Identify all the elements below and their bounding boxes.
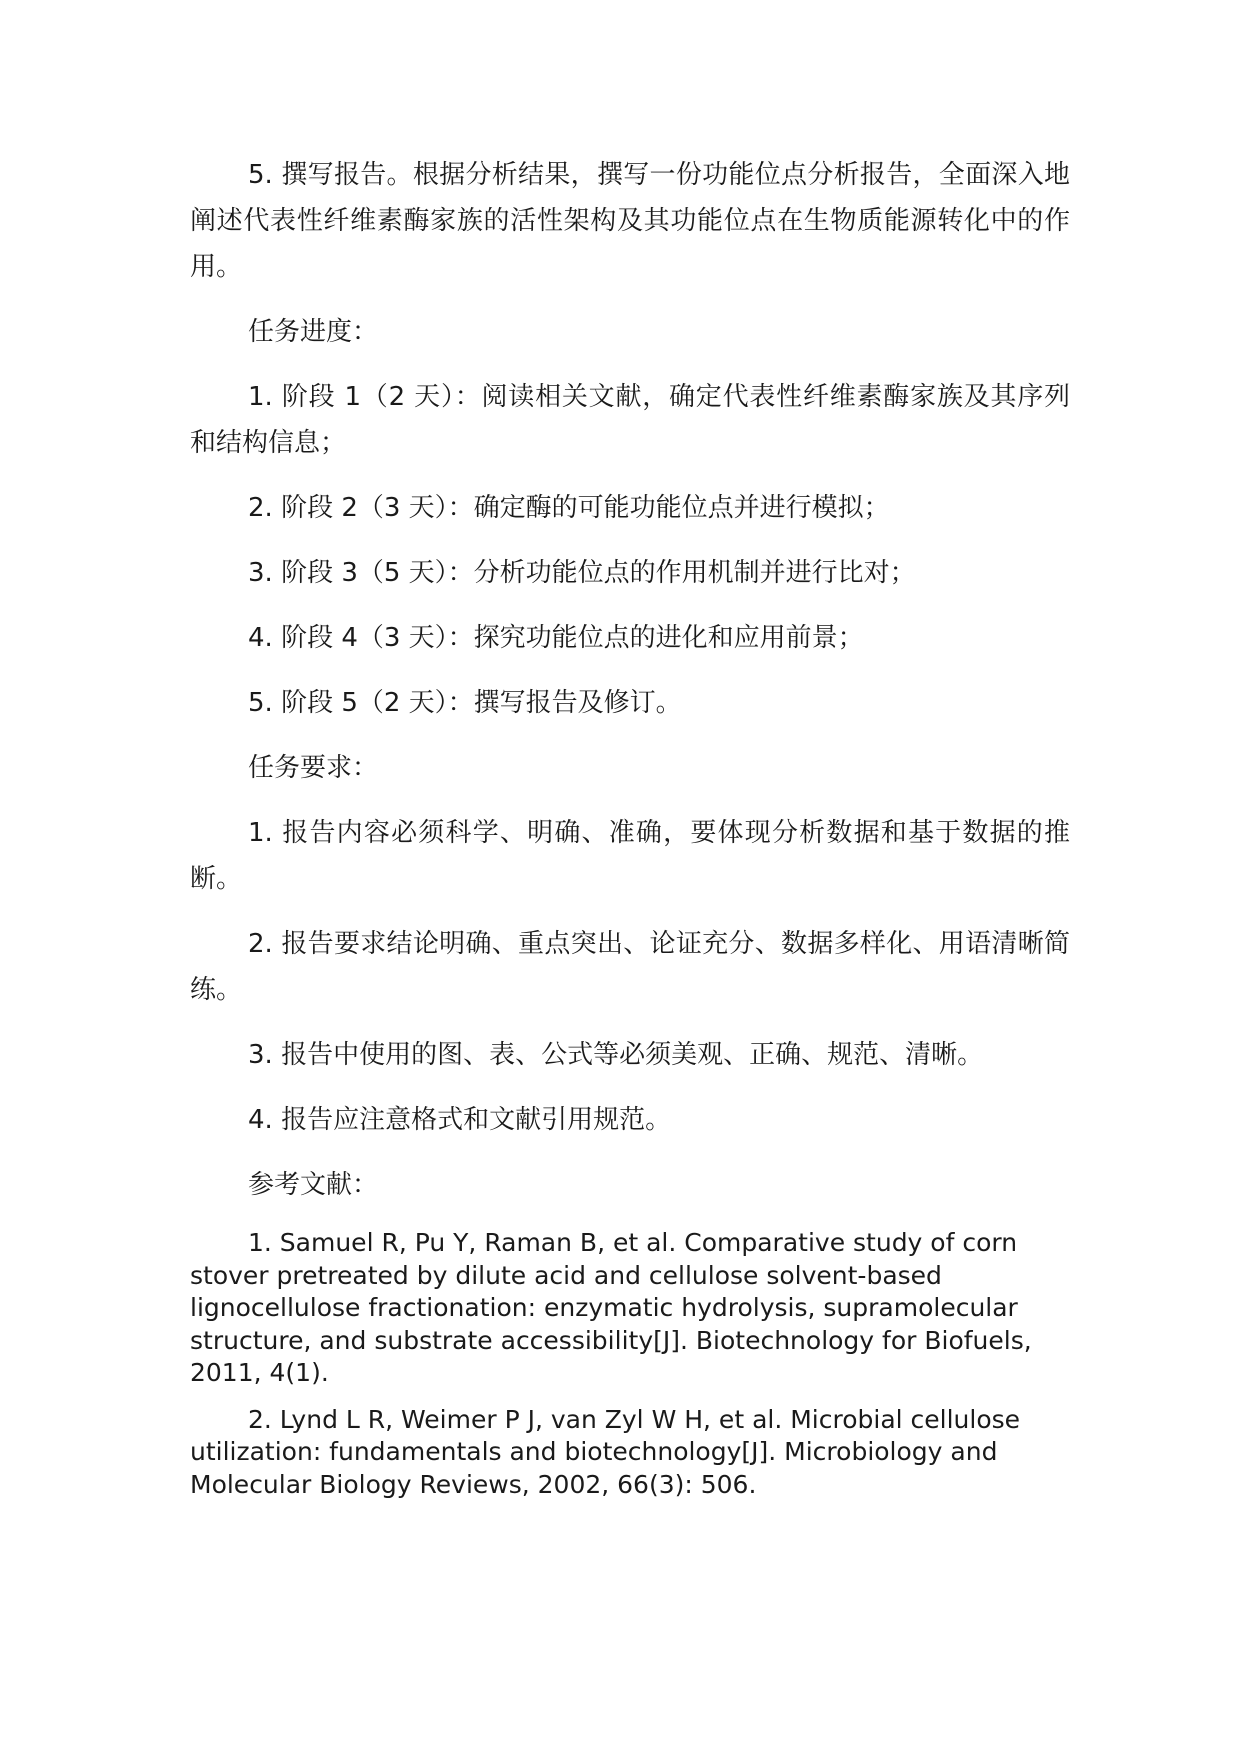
requirement-item-3: 3. 报告中使用的图、表、公式等必须美观、正确、规范、清晰。 <box>248 1040 984 1070</box>
progress-item-2: 2. 阶段 2（3 天）：确定酶的可能功能位点并进行模拟； <box>248 493 890 523</box>
progress-item-5: 5. 阶段 5（2 天）：撰写报告及修订。 <box>248 688 682 718</box>
reference-item-1: 1. Samuel R, Pu Y, Raman B, et al. Comparative study of corn stover pretreated by dilute acid and cellulose solvent-based lignocellulose fractionation: enzymatic hydrolysis, supramolecular structure, and substrate accessibility[J]. Biotechnology for Biofuels, 2011, 4(1). <box>190 1228 1032 1387</box>
requirement-item-4: 4. 报告应注意格式和文献引用规范。 <box>248 1105 672 1135</box>
progress-item-1: 1. 阶段 1（2 天）：阅读相关文献，确定代表性纤维素酶家族及其序列和结构信息； <box>190 382 1070 458</box>
references-heading: 参考文献： <box>248 1170 379 1200</box>
progress-heading: 任务进度： <box>248 317 379 347</box>
progress-item-3: 3. 阶段 3（5 天）：分析功能位点的作用机制并进行比对； <box>248 558 916 588</box>
requirements-heading: 任务要求： <box>248 753 379 783</box>
requirement-item-2: 2. 报告要求结论明确、重点突出、论证充分、数据多样化、用语清晰简练。 <box>190 929 1070 1005</box>
document-page <box>190 152 1070 1515</box>
progress-item-4: 4. 阶段 4（3 天）：探究功能位点的进化和应用前景； <box>248 623 864 653</box>
reference-item-2: 2. Lynd L R, Weimer P J, van Zyl W H, et al. Microbial cellulose utilization: fundamentals and biotechnology[J]. Microbiology and Molecular Biology Reviews, 2002, 66(3): 506. <box>190 1404 1021 1499</box>
report-writing-item: 5. 撰写报告。根据分析结果，撰写一份功能位点分析报告，全面深入地阐述代表性纤维素酶家族的活性架构及其功能位点在生物质能源转化中的作用。 <box>190 160 1070 282</box>
requirement-item-1: 1. 报告内容必须科学、明确、准确，要体现分析数据和基于数据的推断。 <box>190 818 1070 894</box>
